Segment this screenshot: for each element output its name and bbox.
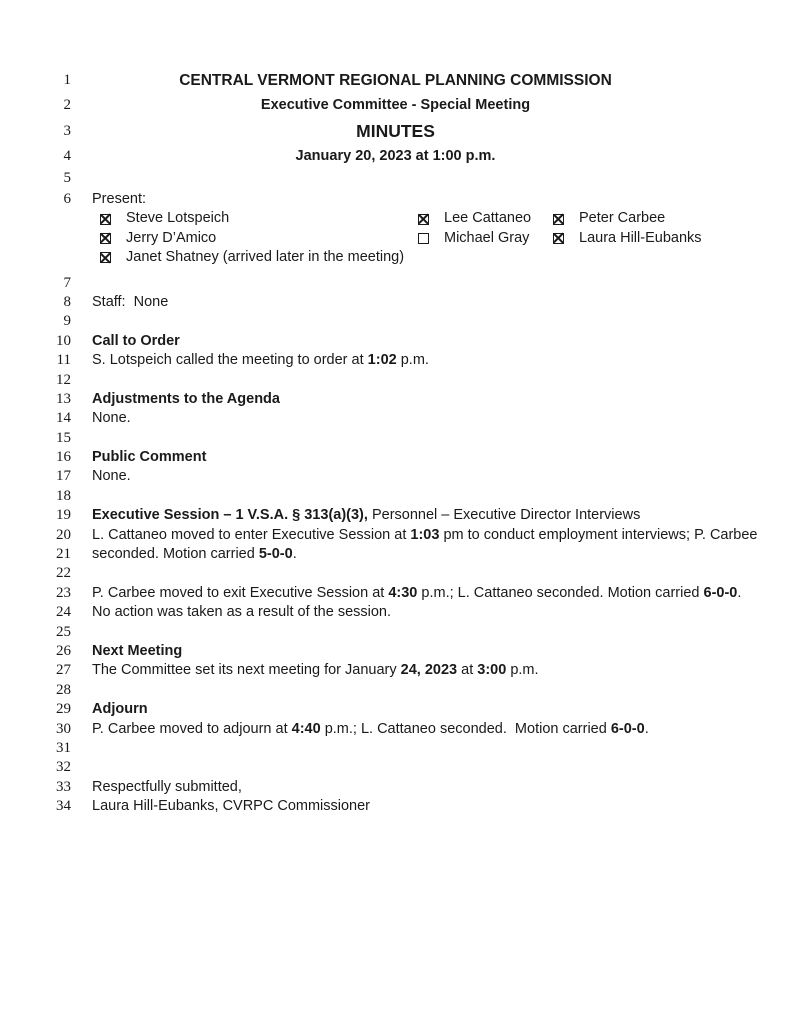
line-number: 24 — [56, 604, 71, 621]
doc-line — [0, 739, 791, 758]
line-number: 11 — [56, 352, 71, 369]
org-title — [0, 68, 791, 93]
line-number: 16 — [56, 449, 71, 466]
line-bold-text: Next Meeting — [92, 642, 183, 659]
line-number: 7 — [63, 274, 71, 291]
attendee-name: Jerry D’Amico — [126, 229, 217, 246]
line-text — [92, 293, 168, 312]
line-regular-text: p.m. — [506, 662, 539, 679]
line-text — [92, 603, 391, 622]
line-regular-text: L. Cattaneo moved to enter Executive Session at — [92, 526, 411, 543]
minutes-document — [0, 68, 791, 817]
doc-line — [0, 409, 791, 428]
attendee-name: Michael Gray — [444, 229, 530, 246]
line-bold-text: Adjustments to the Agenda — [92, 390, 280, 407]
line-number: 4 — [63, 148, 71, 164]
doc-line — [0, 448, 791, 467]
attendee-row — [100, 209, 791, 228]
line-regular-text: Personnel – Executive Director Interviews — [371, 507, 641, 524]
line-regular-text: None. — [92, 410, 131, 427]
line-bold-text: MINUTES — [356, 121, 435, 141]
line-number: 17 — [56, 468, 71, 485]
meeting-date — [0, 144, 791, 169]
doc-line — [0, 545, 791, 564]
line-bold-text: Call to Order — [92, 332, 180, 349]
section-heading — [92, 448, 206, 467]
line-number: 13 — [56, 390, 71, 407]
line-text — [92, 190, 146, 209]
attendee-name: Lee Cattaneo — [444, 210, 532, 227]
line-number: 19 — [56, 507, 71, 524]
line-regular-text: Present: — [92, 191, 146, 207]
attendee — [418, 229, 553, 248]
line-regular-text: P. Carbee moved to exit Executive Session at — [92, 584, 389, 601]
minutes-heading — [0, 118, 791, 144]
line-number: 29 — [56, 701, 71, 718]
line-bold-text: 1:03 — [410, 526, 440, 543]
line-regular-text: p.m. — [396, 352, 429, 369]
line-number: 28 — [56, 681, 71, 698]
line-bold-text: Executive Session – 1 V.S.A. § 313(a)(3), — [92, 507, 372, 524]
line-bold-text: 4:40 — [291, 720, 321, 737]
section-heading — [92, 332, 180, 351]
line-regular-text: . — [737, 584, 742, 601]
line-text — [92, 720, 649, 739]
line-regular-text: S. Lotspeich called the meeting to order at — [92, 352, 368, 369]
line-regular-text: The Committee set its next meeting for January — [92, 662, 401, 679]
line-number: 30 — [56, 720, 71, 737]
line-number: 2 — [63, 97, 71, 113]
line-regular-text: pm to conduct employment interviews; P. Carbee — [439, 526, 758, 543]
doc-line — [0, 564, 791, 583]
attendee-name: Janet Shatney (arrived later in the meeting) — [126, 249, 405, 266]
doc-line — [0, 144, 791, 169]
doc-line — [0, 778, 791, 797]
line-number: 33 — [56, 778, 71, 795]
signature-line — [92, 797, 370, 816]
line-number: 9 — [63, 313, 71, 330]
attendee — [100, 248, 418, 267]
line-bold-text: 6-0-0 — [610, 720, 645, 737]
meeting-subtitle — [0, 93, 791, 118]
line-number: 20 — [56, 526, 71, 543]
attendee-list — [0, 209, 791, 267]
line-bold-text: 5-0-0 — [258, 546, 293, 563]
doc-line — [0, 700, 791, 719]
line-bold-text: Adjourn — [92, 701, 148, 718]
line-regular-text: No action was taken as a result of the session. — [92, 604, 392, 621]
line-number: 6 — [63, 191, 71, 207]
line-regular-text: at — [457, 662, 478, 679]
attendee — [418, 209, 553, 228]
doc-line — [0, 526, 791, 545]
line-number: 14 — [56, 410, 71, 427]
line-number: 25 — [56, 623, 71, 640]
line-number: 22 — [56, 565, 71, 582]
checkbox-icon — [100, 252, 111, 263]
line-bold-text: 24, 2023 — [400, 662, 458, 679]
doc-line — [0, 758, 791, 777]
doc-line — [0, 681, 791, 700]
doc-line — [0, 68, 791, 93]
doc-line — [0, 623, 791, 642]
line-text — [92, 351, 429, 370]
doc-line — [0, 487, 791, 506]
attendee — [100, 229, 418, 248]
line-number: 23 — [56, 584, 71, 601]
section-heading — [92, 390, 280, 409]
line-text — [92, 584, 741, 603]
doc-line — [0, 642, 791, 661]
doc-line — [0, 661, 791, 680]
line-regular-text: Respectfully submitted, — [92, 778, 242, 795]
doc-line — [0, 390, 791, 409]
attendee — [553, 209, 665, 228]
line-number: 10 — [56, 332, 71, 349]
checkbox-icon — [553, 233, 564, 244]
attendee-row — [100, 248, 791, 267]
line-number: 12 — [56, 371, 71, 388]
line-bold-text: January 20, 2023 at 1:00 p.m. — [295, 148, 496, 164]
line-number: 15 — [56, 429, 71, 446]
line-number: 21 — [56, 546, 71, 563]
doc-line — [0, 274, 791, 293]
attendee-row — [100, 229, 791, 248]
line-bold-text: 1:02 — [367, 352, 397, 369]
line-text — [92, 409, 131, 428]
line-number: 31 — [56, 739, 71, 756]
checkbox-icon — [100, 214, 111, 225]
doc-line — [0, 312, 791, 331]
doc-line — [0, 797, 791, 816]
doc-line — [0, 93, 791, 118]
line-text — [92, 467, 131, 486]
doc-line — [0, 506, 791, 525]
line-regular-text: p.m.; L. Cattaneo seconded. Motion carried — [417, 584, 704, 601]
line-regular-text: P. Carbee moved to adjourn at — [92, 720, 292, 737]
doc-line — [0, 332, 791, 351]
doc-line — [0, 293, 791, 312]
line-bold-text: Public Comment — [92, 449, 207, 466]
section-heading — [92, 506, 640, 525]
line-number: 34 — [56, 798, 71, 815]
doc-line — [0, 603, 791, 622]
doc-line — [0, 371, 791, 390]
line-regular-text: Laura Hill-Eubanks, CVRPC Commissioner — [92, 798, 371, 815]
checkbox-icon — [418, 233, 429, 244]
line-number: 5 — [63, 170, 71, 186]
line-regular-text: p.m.; L. Cattaneo seconded. Motion carried — [320, 720, 611, 737]
doc-line — [0, 169, 791, 190]
checkbox-icon — [100, 233, 111, 244]
attendee-name: Peter Carbee — [579, 210, 666, 227]
line-number: 3 — [63, 123, 71, 139]
doc-line — [0, 190, 791, 209]
section-heading — [92, 642, 182, 661]
line-bold-text: CENTRAL VERMONT REGIONAL PLANNING COMMISSION — [179, 72, 612, 89]
checkbox-icon — [553, 214, 564, 225]
line-text — [92, 526, 758, 545]
line-regular-text: . — [292, 546, 297, 563]
attendee-name: Steve Lotspeich — [126, 210, 230, 227]
line-text — [92, 778, 242, 797]
doc-line — [0, 351, 791, 370]
line-number: 27 — [56, 662, 71, 679]
line-bold-text: 4:30 — [388, 584, 418, 601]
line-number: 8 — [63, 293, 71, 310]
line-regular-text: . — [644, 720, 649, 737]
doc-line — [0, 429, 791, 448]
doc-line — [0, 720, 791, 739]
line-bold-text: 6-0-0 — [703, 584, 738, 601]
line-number: 18 — [56, 487, 71, 504]
attendee — [100, 209, 418, 228]
line-number: 26 — [56, 642, 71, 659]
checkbox-icon — [418, 214, 429, 225]
line-number: 32 — [56, 759, 71, 776]
section-heading — [92, 700, 148, 719]
line-text — [92, 545, 297, 564]
line-bold-text: Executive Committee - Special Meeting — [260, 97, 531, 113]
attendee-name: Laura Hill-Eubanks — [579, 229, 702, 246]
line-regular-text: None. — [92, 468, 131, 485]
line-bold-text: 3:00 — [477, 662, 507, 679]
doc-line — [0, 118, 791, 144]
doc-line — [0, 467, 791, 486]
line-number: 1 — [63, 72, 71, 88]
line-text — [92, 661, 539, 680]
attendee — [553, 229, 702, 248]
doc-line — [0, 584, 791, 603]
line-regular-text: Staff: None — [92, 293, 169, 310]
line-regular-text: seconded. Motion carried — [92, 546, 259, 563]
